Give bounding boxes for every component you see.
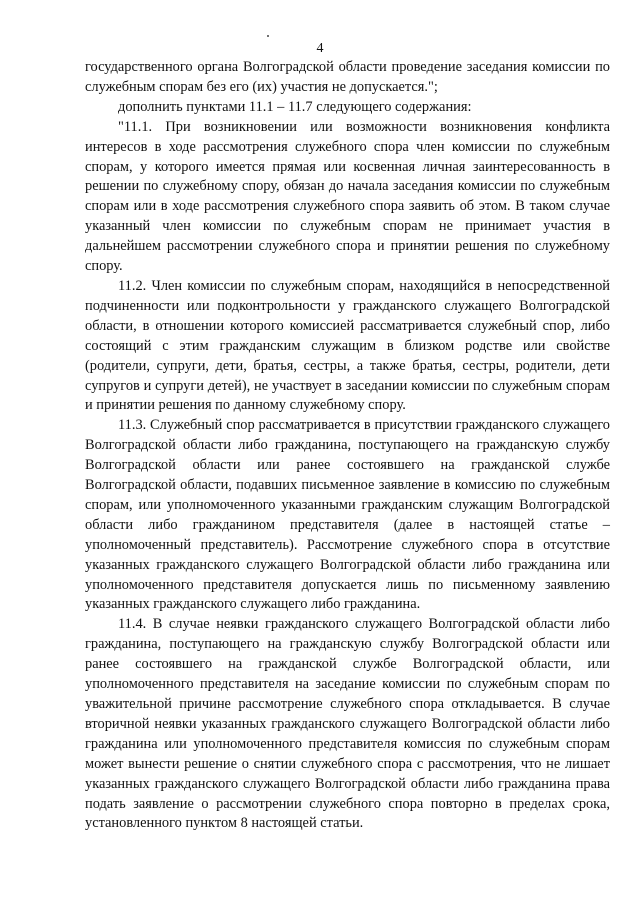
paragraph-11-2: 11.2. Член комиссии по служебным спорам, находящийся в непосредственной подчиненности или подконтрольности у гражданского служащего Волгоградской области, в отношении которого комиссией рассматривается служебный спор, либо состоящий с этим гражданским служащим в близком родстве или свойстве (родители, супруги, дети, братья, сестры, а также братья, сестры, родители, дети супругов и супруги детей), не участвует в заседании комиссии по служебным спорам и принятии решения по данному служебному спору. [85, 277, 610, 414]
document-body [85, 58, 610, 834]
paragraph-11-4: 11.4. В случае неявки гражданского служащего Волгоградской области либо гражданина, поступающего на гражданскую службу Волгоградской области или ранее состоявшего на гражданской службе Волгоградской области, или уполномоченного представителя на заседание комиссии по служебным спорам по уважительной причине рассмотрение служебного спора откладывается. В случае вторичной неявки указанных гражданского служащего Волгоградской области либо гражданина или уполномоченного представителя комиссия по служебным спорам может вынести решение о снятии служебного спора с рассмотрения, что не лишает указанных гражданского служащего Волгоградской области либо гражданина права подать заявление о рассмотрении служебного спора повторно в пределах срока, установленного пунктом 8 настоящей статьи. [85, 616, 610, 832]
paragraph-11-3: 11.3. Служебный спор рассматривается в присутствии гражданского служащего Волгоградской области либо гражданина, поступающего на гражданскую службу Волгоградской области или ранее состоявшего на гражданской службе Волгоградской области, подавших письменное заявление в комиссию по служебным спорам, или уполномоченного указанными гражданским служащим Волгоградской области либо гражданином представителя (далее в настоящей статье – уполномоченный представитель). Рассмотрение служебного спора в отсутствие указанных гражданского служащего Волгоградской области либо гражданина или уполномоченного представителя допускается лишь по письменному заявлению указанных гражданского служащего либо гражданина. [85, 417, 610, 613]
paragraph-11-1: "11.1. При возникновении или возможности возникновения конфликта интересов в ходе рассмотрения служебного спора член комиссии по служебным спорам, у которого имеется прямая или косвенная личная заинтересованность в решении по служебному спору, обязан до начала заседания комиссии по служебным спорам или в ходе рассмотрения служебного спора заявить об этом. В таком случае указанный член комиссии по служебным спорам не принимает участия в дальнейшем рассмотрении служебного спора и принятии решения по служебному спору. [85, 118, 610, 275]
scan-speck [267, 35, 269, 37]
page-number: 4 [316, 41, 324, 56]
paragraph-amendment-intro: дополнить пунктами 11.1 – 11.7 следующего содержания: [118, 98, 472, 115]
paragraph-continuation: государственного органа Волгоградской области проведение заседания комиссии по служебным спорам без его (их) участия не допускается."; [85, 59, 610, 95]
